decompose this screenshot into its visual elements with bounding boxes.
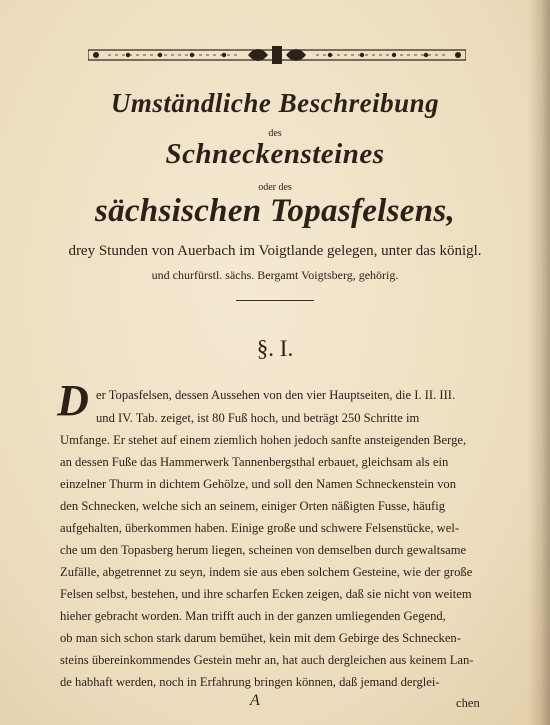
body-line: einzelner Thurm in dichtem Gehölze, und soll den Namen Schneckenstein von [60,477,457,491]
ornament-border-icon [88,42,466,68]
body-line: de habhaft werden, noch in Erfahrung bringen können, daß jemand derglei- [60,675,440,689]
body-line: Zufälle, abgetrennet zu seyn, indem sie aus eben solchem Gesteine, wie der große [60,565,473,579]
title-article-des: des [268,128,282,139]
body-line: den Schnecken, welche sich an seinem, einiger Orten näßigten Fusse, häufig [60,499,446,513]
title-line-2: Schneckensteines [165,138,385,170]
body-line: che um den Topasberg herum liegen, scheinen von demselben durch gewaltsame [60,543,467,557]
subtitle-line-1: drey Stunden von Auerbach im Voigtlande gelegen, unter das königl. [68,243,482,259]
title-line-3: sächsischen Topasfelsens, [94,193,456,229]
body-line: hieher gebracht worden. Man trifft auch in der ganzen umliegenden Gegend, [60,609,446,623]
body-line: Felsen selbst, bestehen, und ihre scharfen Ecken zeigen, daß sie nicht von weitem [60,587,472,601]
body-line: aufgehalten, überkommen haben. Einige große und schwere Felsenstücke, wel- [60,521,460,535]
body-line: er Topasfelsen, dessen Aussehen von den vier Hauptseiten, die I. II. III. [96,388,456,402]
body-line: ob man sich schon stark darum bemühet, kein mit dem Gebirge des Schnecken- [60,631,461,645]
body-line: und IV. Tab. zeiget, ist 80 Fuß hoch, und beträgt 250 Schritte im [96,411,420,425]
subtitle-line-2: und churfürstl. sächs. Bergamt Voigtsberg, gehörig. [151,268,399,282]
title-oder-des: oder des [258,182,292,193]
signature-mark: A [250,692,260,709]
title-divider [236,300,314,301]
body-line: Umfange. Er stehet auf einem ziemlich hohen jedoch sanfte ansteigenden Berge, [60,433,467,447]
title-line-1: Umständliche Beschreibung [110,88,440,118]
catchword: chen [456,696,480,710]
section-heading: §. I. [256,336,294,361]
drop-cap: D [57,376,89,425]
body-line: an dessen Fuße das Hammerwerk Tannenbergsthal erbauet, gleichsam als ein [60,455,449,469]
body-line: steins übereinkommendes Gestein mehr an, hat auch dergleichen aus keinem Lan- [60,653,474,667]
